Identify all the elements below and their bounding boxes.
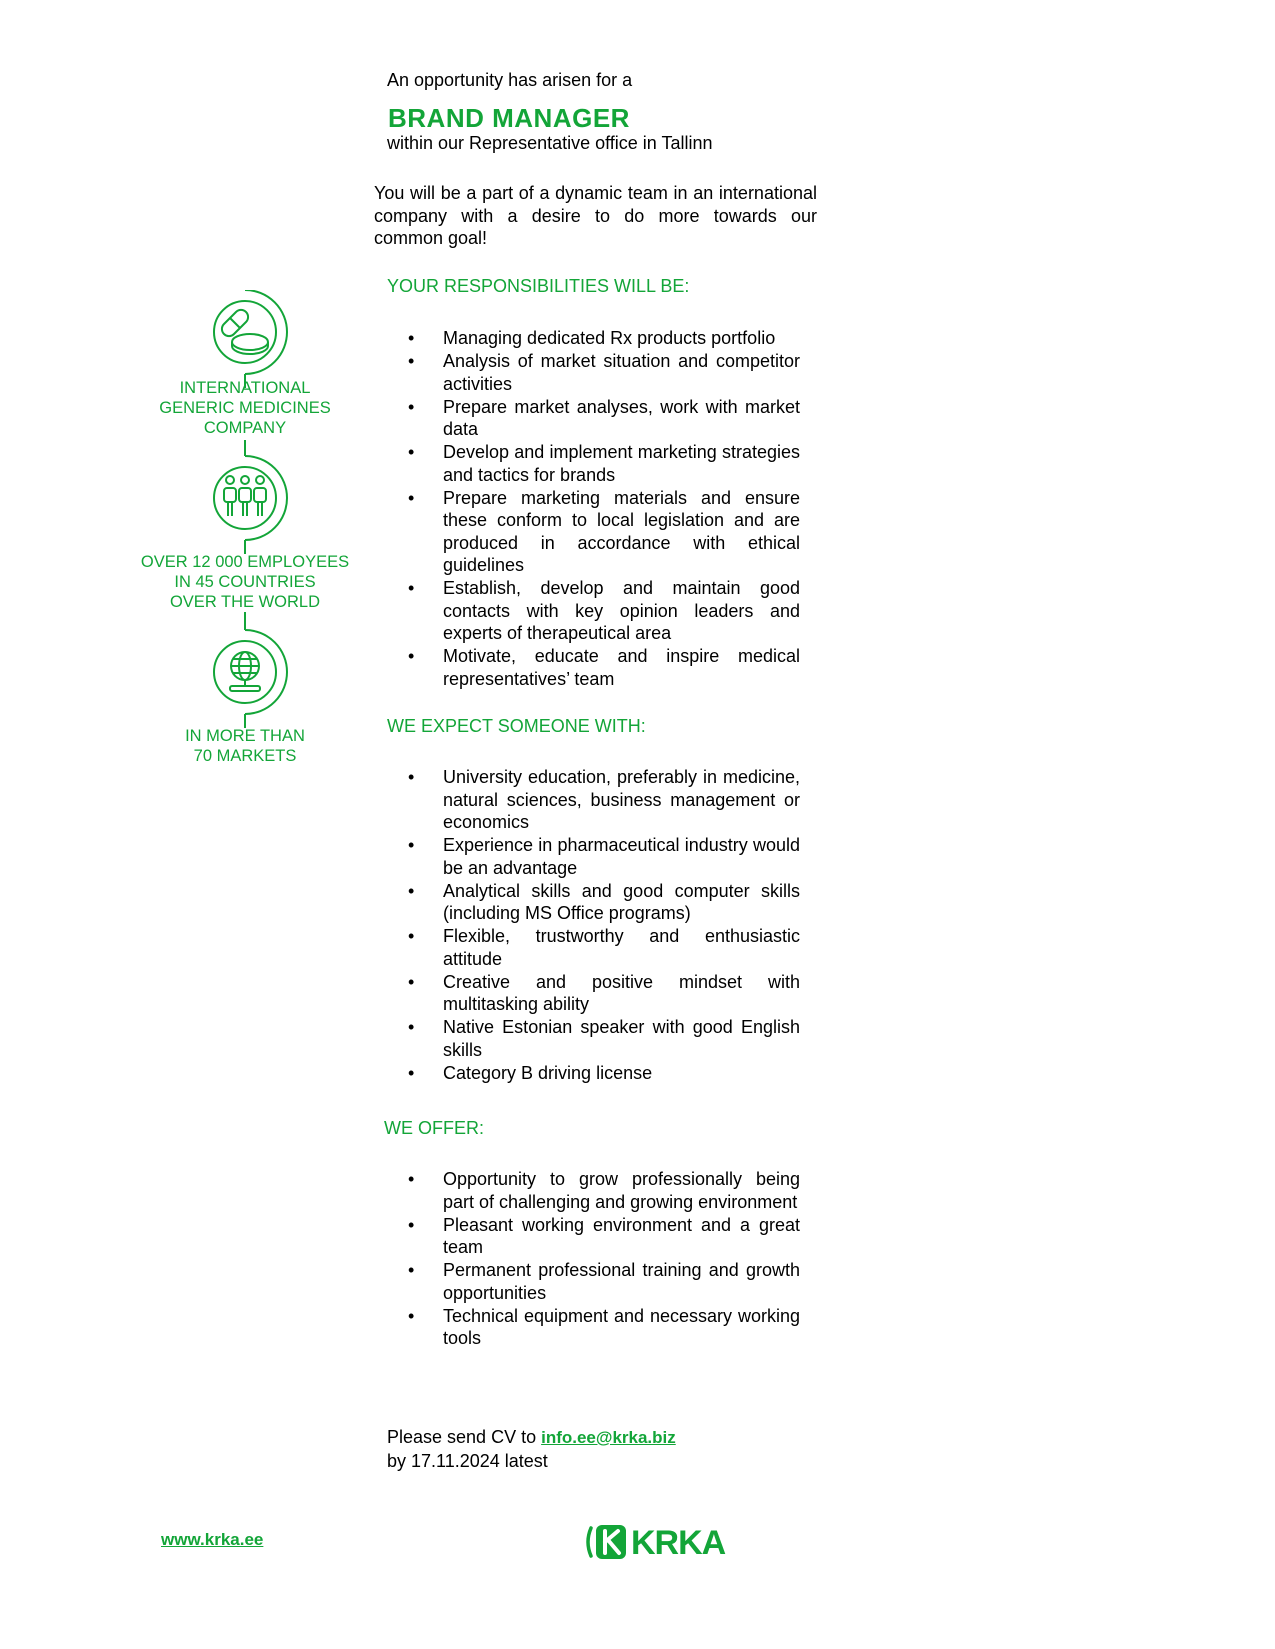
fact-markets: IN MORE THAN 70 MARKETS bbox=[185, 727, 305, 765]
deadline-text: by 17.11.2024 latest bbox=[387, 1450, 548, 1471]
list-item: • Native Estonian speaker with good English skills bbox=[405, 1016, 800, 1061]
fact-company-type: INTERNATIONAL GENERIC MEDICINES COMPANY bbox=[159, 379, 331, 437]
list-item: • Creative and positive mindset with multitasking ability bbox=[405, 971, 800, 1016]
list-item: • Technical equipment and necessary working tools bbox=[405, 1305, 800, 1350]
company-facts-sidebar bbox=[120, 290, 370, 810]
list-item: • Pleasant working environment and a great team bbox=[405, 1214, 800, 1259]
website-link[interactable]: www.krka.ee bbox=[161, 1530, 264, 1549]
expectations-list bbox=[405, 766, 800, 1085]
responsibilities-heading: YOUR RESPONSIBILITIES WILL BE: bbox=[387, 276, 690, 296]
list-item: • Flexible, trustworthy and enthusiastic attitude bbox=[405, 925, 800, 970]
list-item: • Permanent professional training and growth opportunities bbox=[405, 1259, 800, 1304]
list-item: • Managing dedicated Rx products portfolio bbox=[405, 327, 800, 350]
offer-list bbox=[405, 1168, 800, 1350]
job-location: within our Representative office in Tallinn bbox=[387, 133, 713, 153]
intro-text: An opportunity has arisen for a bbox=[387, 70, 633, 90]
lead-paragraph: You will be a part of a dynamic team in an international company with a desire to do more towards our common goal! bbox=[374, 183, 817, 248]
expectations-heading: WE EXPECT SOMEONE WITH: bbox=[387, 716, 646, 736]
job-title: BRAND MANAGER bbox=[388, 103, 630, 133]
list-item: • Opportunity to grow professionally being part of challenging and growing environment bbox=[405, 1168, 800, 1213]
list-item: • Analysis of market situation and competitor activities bbox=[405, 350, 800, 395]
globe-icon bbox=[230, 652, 260, 691]
list-item: • Develop and implement marketing strategies and tactics for brands bbox=[405, 441, 800, 486]
list-item: • Prepare market analyses, work with market data bbox=[405, 396, 800, 441]
cv-prefix: Please send CV to bbox=[387, 1427, 542, 1447]
list-item: • University education, preferably in medicine, natural sciences, business management or economics bbox=[405, 766, 800, 834]
fact-employees: OVER 12 000 EMPLOYEES IN 45 COUNTRIES OVER THE WORLD bbox=[140, 553, 350, 611]
list-item: • Analytical skills and good computer skills (including MS Office programs) bbox=[405, 880, 800, 925]
list-item: • Category B driving license bbox=[405, 1062, 800, 1085]
responsibilities-list bbox=[405, 327, 800, 691]
krka-logo bbox=[585, 1522, 725, 1562]
pill-icon bbox=[222, 310, 268, 354]
offer-heading: WE OFFER: bbox=[384, 1118, 484, 1138]
logo-wordmark: KRKA bbox=[631, 1524, 726, 1562]
email-link[interactable]: info.ee@krka.biz bbox=[541, 1428, 676, 1447]
list-item: • Establish, develop and maintain good contacts with key opinion leaders and experts of therapeutical area bbox=[405, 577, 800, 645]
list-item: • Experience in pharmaceutical industry would be an advantage bbox=[405, 834, 800, 879]
application-instructions bbox=[387, 1426, 676, 1472]
people-icon bbox=[224, 476, 266, 516]
list-item: • Motivate, educate and inspire medical representatives’ team bbox=[405, 645, 800, 690]
list-item: • Prepare marketing materials and ensure these conform to local legislation and are produced in accordance with ethical guidelines bbox=[405, 487, 800, 577]
